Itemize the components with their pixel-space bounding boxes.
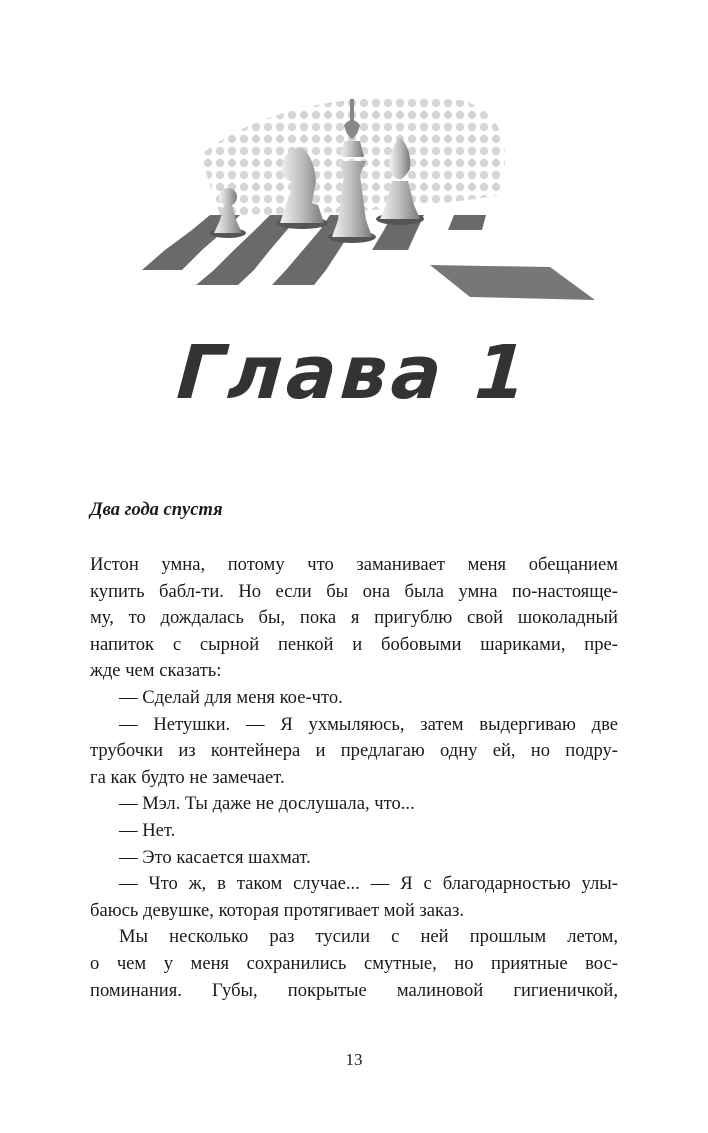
text-line: — Это касается шахмат. [119, 846, 311, 868]
chess-board-illustration [130, 85, 600, 315]
chapter-title: Глава 1 [174, 330, 534, 416]
page-number: 13 [345, 1050, 363, 1069]
text-line: му, то дождалась бы, пока я пригублю свой шоколадный [90, 607, 618, 629]
text-line: жде чем сказать: [90, 660, 222, 682]
text-line: напиток с сырной пенкой и бобовыми шариками, пре- [90, 633, 618, 655]
text-line: поминания. Губы, покрытые малиновой гигиеничкой, [90, 979, 618, 1001]
body-text [90, 552, 618, 1004]
text-line: Истон умна, потому что заманивает меня обещанием [90, 554, 618, 575]
text-line: га как будто не замечает. [90, 766, 285, 788]
text-line: — Что ж, в таком случае... — Я с благодарностью улы- [119, 873, 618, 895]
text-line: трубочки из контейнера и предлагаю одну ей, но подру- [90, 740, 618, 762]
text-line: купить бабл-ти. Но если бы она была умна по-настояще- [90, 580, 618, 602]
text-line: — Нетушки. — Я ухмыляюсь, затем выдергиваю две [119, 713, 618, 735]
text-line: баюсь девушке, которая протягивает мой заказ. [90, 899, 465, 921]
text-line: — Мэл. Ты даже не дослушала, что... [119, 793, 415, 815]
text-line: о чем у меня сохранились смутные, но приятные вос- [90, 952, 618, 974]
text-line: Мы несколько раз тусили с ней прошлым летом, [119, 926, 618, 948]
text-line: — Сделай для меня кое-что. [119, 686, 343, 708]
text-line: — Нет. [119, 819, 176, 841]
chapter-subtitle: Два года спустя [90, 500, 223, 520]
